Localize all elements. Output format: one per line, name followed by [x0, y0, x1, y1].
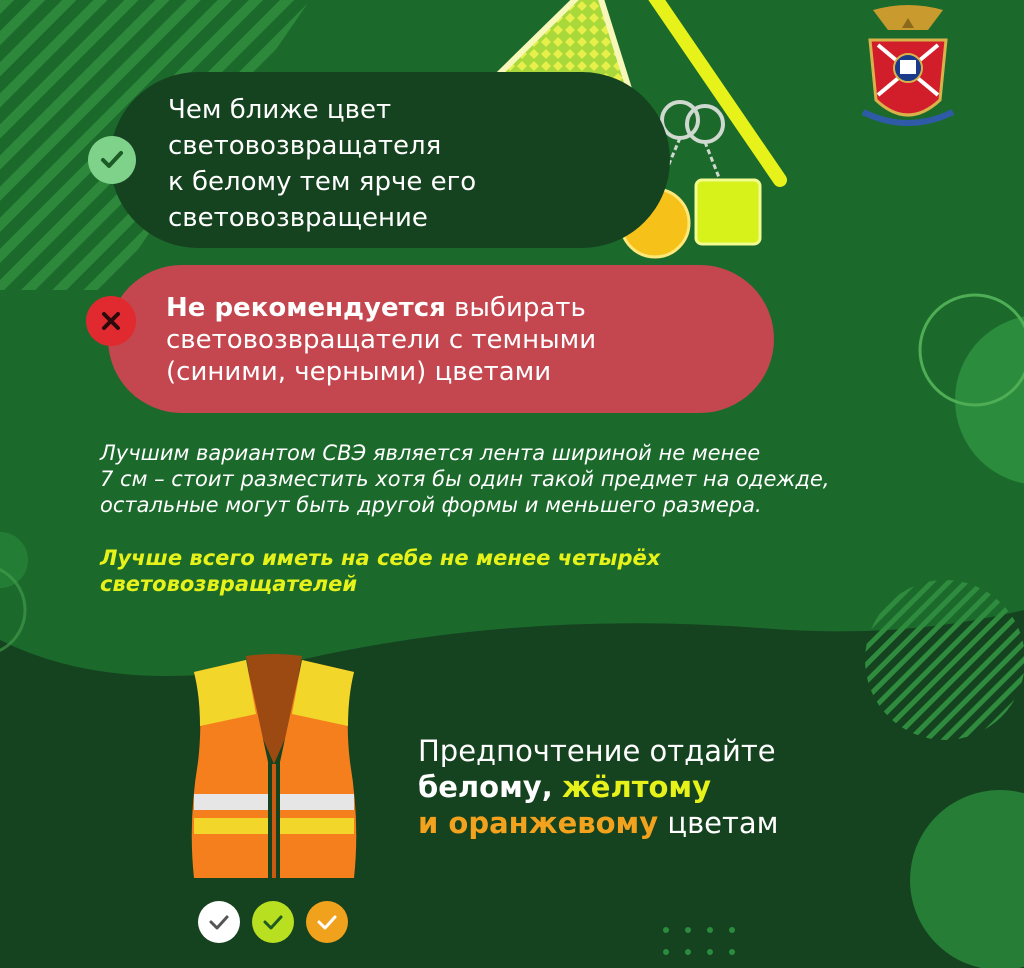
info-line: Лучшим вариантом СВЭ является лента шириной не менее — [100, 441, 761, 465]
recommendation-line: световозвращателей — [100, 572, 358, 596]
yellow-color-word: жёлтому — [561, 770, 712, 804]
check-icon — [88, 136, 136, 184]
bad-tip-text — [166, 292, 756, 388]
good-tip-line: Чем ближе цвет — [168, 95, 392, 125]
preference-line: Предпочтение отдайте — [418, 734, 776, 768]
preference-text — [418, 733, 938, 841]
preference-line — [418, 769, 938, 805]
preference-tail: цветам — [658, 806, 779, 840]
info-line: остальные могут быть другой формы и меньшего размера. — [100, 493, 762, 517]
bad-tip-line: световозвращатели с темными — [166, 325, 597, 355]
police-emblem-icon — [858, 0, 958, 140]
good-tip-line: к белому тем ярче его — [168, 167, 477, 197]
preference-line — [418, 805, 938, 841]
orange-color-word: и оранжевому — [418, 806, 659, 840]
bad-tip-emphasis: Не рекомендуется — [166, 293, 446, 323]
good-tip-line: световозвращение — [168, 203, 428, 233]
yellow-color-check-icon — [252, 901, 294, 943]
good-tip-text — [168, 92, 588, 236]
info-paragraph — [100, 440, 980, 518]
white-color-word: белому, — [418, 770, 553, 804]
recommendation-text — [100, 545, 860, 597]
recommendation-line: Лучше всего иметь на себе не менее четырёх — [100, 546, 661, 570]
bad-tip-line: (синими, черными) цветами — [166, 357, 552, 387]
bad-tip-line — [166, 292, 756, 324]
orange-color-check-icon — [306, 901, 348, 943]
info-line: 7 см – стоит разместить хотя бы один такой предмет на одежде, — [100, 467, 830, 491]
reflective-vest-icon — [186, 652, 362, 884]
bad-tip-rest: выбирать — [445, 293, 586, 323]
cross-icon — [86, 296, 136, 346]
white-color-check-icon — [198, 901, 240, 943]
good-tip-line: световозвращателя — [168, 131, 442, 161]
